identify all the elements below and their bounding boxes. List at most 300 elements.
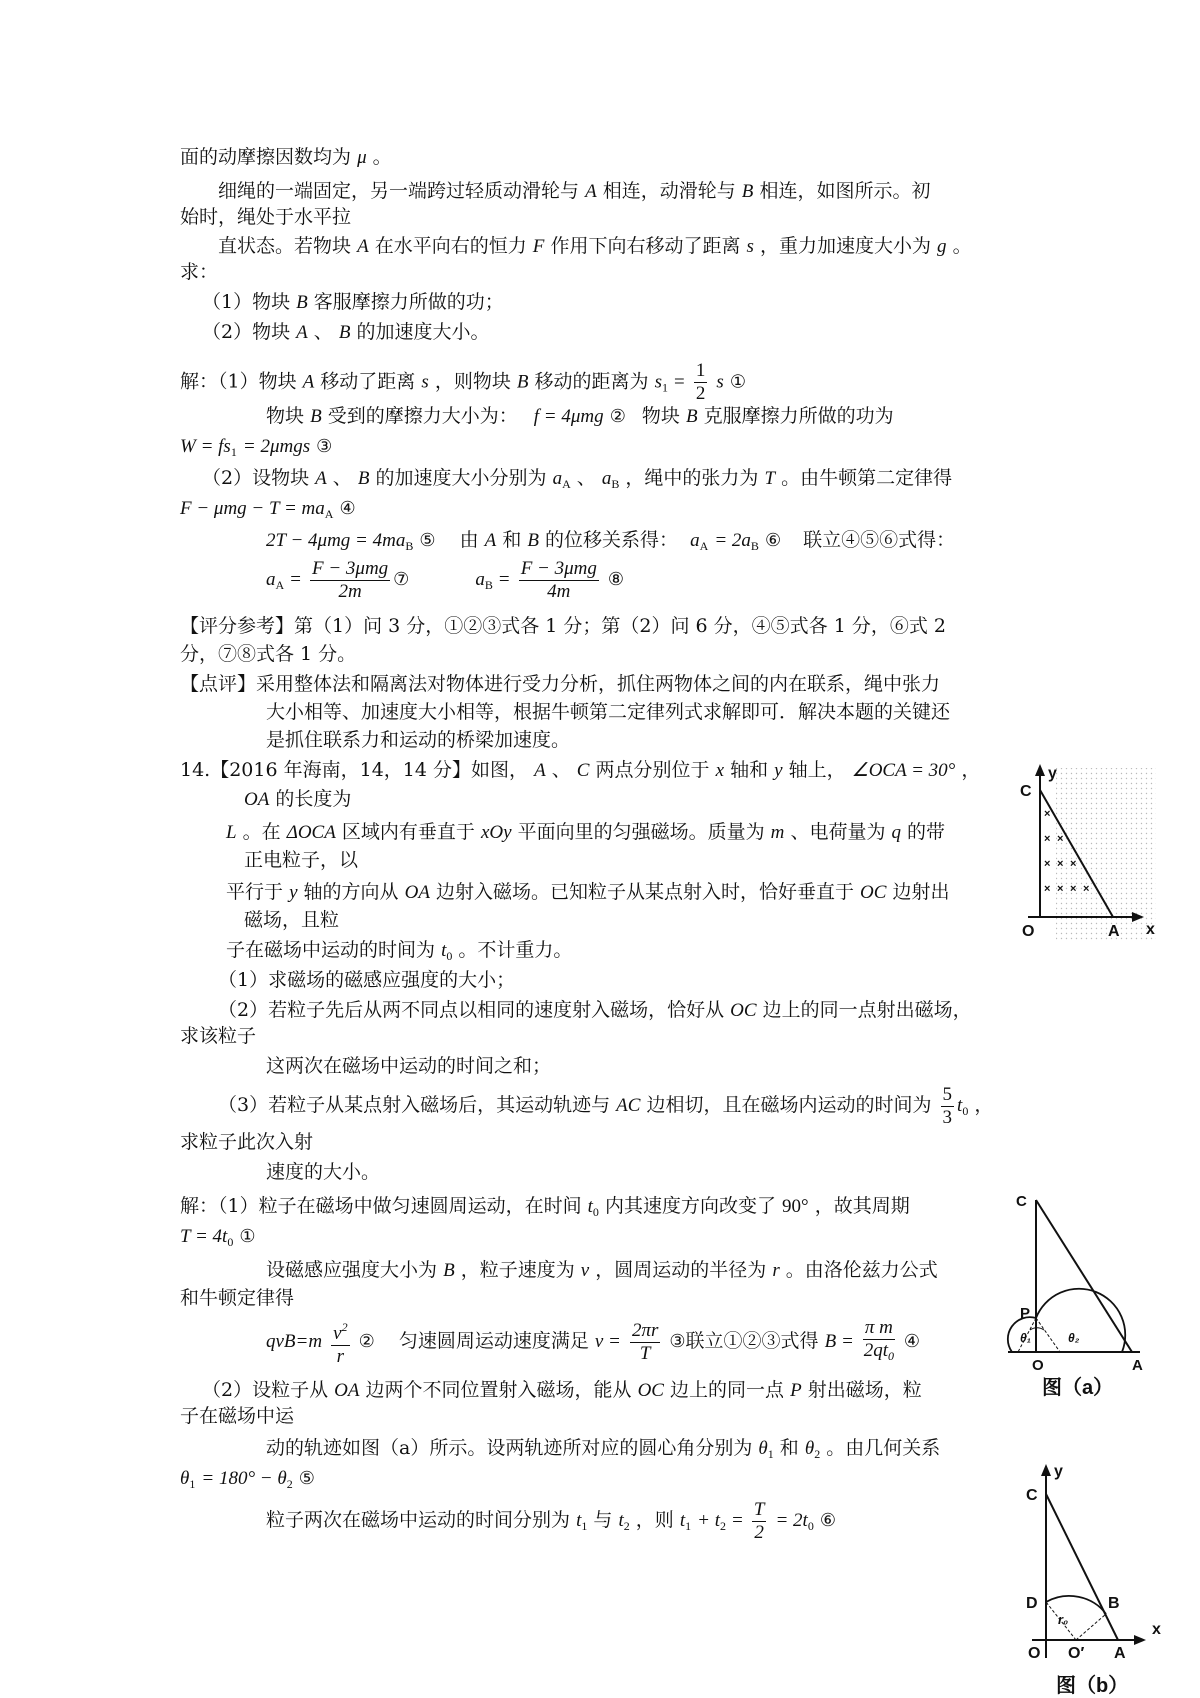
- solution-line: [180, 1222, 256, 1256]
- text: （1）求磁场的磁感应强度的大小；: [218, 969, 516, 991]
- subscript: 2: [720, 1519, 727, 1533]
- math-var: r: [772, 1260, 780, 1281]
- field-mark: ×: [1070, 883, 1077, 895]
- subscript: 0: [446, 949, 453, 963]
- text: 求该粒子: [180, 1025, 257, 1047]
- math-var: L: [226, 822, 237, 843]
- problem-figure: [1010, 762, 1160, 948]
- equation: ∠OCA = 30°: [851, 760, 956, 781]
- math-op: =: [732, 1510, 743, 1531]
- math-var: B: [516, 371, 529, 393]
- text: 边相切，且在磁场内运动的时间为: [646, 1094, 932, 1116]
- text: 和牛顿定律得: [180, 1287, 295, 1309]
- numerator: 1: [695, 360, 706, 381]
- math-var: t: [679, 1510, 686, 1531]
- problem-line: [244, 846, 358, 874]
- math-var: ΔOCA: [286, 822, 336, 843]
- text: 客服摩擦力所做的功；: [313, 291, 504, 313]
- subscript: 1: [581, 1519, 588, 1533]
- subscript: B: [405, 539, 414, 553]
- text: 边射出: [892, 881, 950, 903]
- text: ，重力加速度大小为: [759, 235, 931, 257]
- text: 的位移关系得：: [545, 529, 679, 551]
- text: 。由牛顿第二定律得: [781, 467, 953, 489]
- superscript: 2: [341, 1320, 348, 1334]
- text: 正电粒子，以: [244, 849, 359, 871]
- question-item: [202, 318, 490, 347]
- point-label-o: O: [1028, 1645, 1041, 1662]
- numerator: F − 3μmg: [520, 557, 597, 579]
- text: ，: [974, 1094, 994, 1116]
- text: ，故其周期: [814, 1195, 910, 1217]
- question-item: [266, 1052, 551, 1080]
- subscript: 0: [227, 1235, 234, 1249]
- text: 解：（1）粒子在磁场中做匀速圆周运动，在时间: [180, 1195, 582, 1217]
- text: 轴和: [730, 759, 769, 781]
- subscript: A: [699, 539, 709, 553]
- axis-label-x: x: [1146, 921, 1155, 938]
- point-label-o: O: [1022, 923, 1035, 940]
- text: ，则: [635, 1509, 674, 1531]
- figure-caption: 图（a）: [1042, 1377, 1114, 1399]
- equation-number: ⑤: [419, 530, 436, 551]
- text: （3）若粒子从某点射入磁场后，其运动轨迹与: [218, 1094, 611, 1116]
- text: 磁场，且粒: [244, 909, 340, 931]
- solution-line: [266, 1434, 940, 1468]
- score-note: [180, 640, 356, 668]
- text: 物块: [641, 405, 680, 427]
- y-axis-arrow-icon: [1041, 1464, 1051, 1476]
- equation: = 180° − θ: [201, 1468, 287, 1489]
- subscript: 0: [807, 1519, 814, 1533]
- text: 分，⑦⑧式各 1 分。: [180, 643, 357, 665]
- solution-line: [180, 360, 746, 405]
- denominator-var: 2qt: [863, 1340, 888, 1361]
- point-label-d: D: [1026, 1595, 1038, 1612]
- denominator: 2m: [338, 580, 362, 602]
- solution-line: [266, 1316, 920, 1368]
- text: 边两个不同位置射入磁场，能从: [365, 1379, 632, 1401]
- solution-line: [180, 1464, 315, 1498]
- math-var: B: [296, 292, 308, 313]
- point-label-p: P: [1020, 1305, 1031, 1322]
- text: 细绳的一端固定，另一端跨过轻质动滑轮与: [218, 180, 580, 202]
- solution-line: [266, 402, 894, 431]
- figure-a: [1000, 1190, 1160, 1400]
- denominator: r: [336, 1346, 345, 1367]
- equation: F − μmg − T = ma: [180, 498, 325, 519]
- field-mark: ×: [1083, 883, 1090, 895]
- subscript: 2: [623, 1519, 630, 1533]
- subscript: 2: [814, 1447, 821, 1461]
- point-label-o-prime: O′: [1068, 1645, 1085, 1662]
- text: 和: [502, 529, 522, 551]
- comment-note: [266, 698, 950, 726]
- text: 轴上，: [788, 759, 846, 781]
- figure-b: [1010, 1462, 1170, 1698]
- text: 粒子两次在磁场中运动的时间分别为: [266, 1509, 571, 1531]
- point-label-c: C: [1016, 1193, 1027, 1210]
- equation: T = 4t: [180, 1226, 228, 1247]
- math-var: q: [891, 822, 901, 843]
- text: 速度的大小。: [266, 1161, 381, 1183]
- edge-ca: [1046, 1494, 1118, 1640]
- subscript: 1: [685, 1519, 692, 1533]
- text: 轴的方向从: [303, 881, 399, 903]
- subscript: 0: [592, 1205, 599, 1219]
- text: 解：（1）物块: [180, 370, 297, 393]
- math-var: B: [527, 530, 539, 551]
- text: ，粒子速度为: [460, 1259, 575, 1281]
- point-label-a: A: [1114, 1645, 1126, 1662]
- solution-line: [266, 555, 624, 609]
- text: 区域内有垂直于: [341, 821, 475, 843]
- text: 联立①②③式得: [685, 1330, 819, 1352]
- question-item: [180, 1128, 313, 1156]
- subscript: 1: [767, 1447, 774, 1461]
- text: 物块: [266, 405, 305, 427]
- denominator: T: [639, 1342, 651, 1364]
- paragraph-line: [180, 143, 392, 172]
- math-var: B: [357, 468, 370, 489]
- subscript: 1: [189, 1477, 196, 1491]
- text: 【评分参考】第（1）问 3 分，①②③式各 1 分；第（2）问 6 分，④⑤式各 1 分，⑥式 2: [180, 615, 946, 637]
- math-var: OA: [404, 882, 430, 903]
- field-mark: ×: [1044, 883, 1051, 895]
- comment-note: [266, 726, 570, 754]
- question-item: [218, 996, 972, 1025]
- text: 作用下向右移动了距离: [550, 235, 741, 257]
- y-axis-arrow-icon: [1035, 764, 1045, 776]
- text: 的带: [907, 821, 946, 843]
- point-label-c: C: [1026, 1487, 1038, 1504]
- point-label-a: A: [1108, 923, 1120, 940]
- text: 与: [593, 1509, 613, 1531]
- text: 匀速圆周运动速度满足: [398, 1330, 589, 1352]
- subscript: B: [484, 578, 493, 592]
- math-var: A: [357, 236, 369, 257]
- text: 。由洛伦兹力公式: [785, 1259, 938, 1281]
- denominator: 4m: [547, 580, 571, 602]
- math-op: =: [290, 569, 301, 590]
- text: 平面向里的匀强磁场。质量为: [517, 821, 765, 843]
- fraction: [863, 1317, 895, 1367]
- field-mark: ×: [1070, 858, 1077, 870]
- text: 在水平向右的恒力: [374, 235, 527, 257]
- text: 始时，绳处于水平拉: [180, 206, 352, 228]
- math-var: t: [441, 940, 447, 961]
- problem-line: [244, 906, 339, 934]
- math-op: =: [498, 569, 510, 590]
- text: 子在磁场中运: [180, 1405, 295, 1427]
- angle-label-theta2: θ₂: [1068, 1331, 1080, 1345]
- solution-line: [202, 464, 952, 498]
- math-var: T: [764, 468, 776, 489]
- question-item: [266, 1158, 380, 1186]
- text: 。: [952, 235, 972, 257]
- field-mark: ×: [1057, 833, 1064, 845]
- text: 、: [332, 467, 352, 489]
- math-var: t: [587, 1196, 593, 1217]
- math-var: A: [315, 468, 327, 489]
- subscript: B: [750, 539, 759, 553]
- problem-line: [226, 818, 945, 847]
- solution-line: [180, 1402, 294, 1430]
- math-var: A: [585, 181, 597, 202]
- math-var: B: [741, 181, 754, 202]
- text: 、电荷量为: [790, 821, 886, 843]
- question-item: [218, 966, 515, 994]
- text: ，绳中的张力为: [625, 467, 759, 489]
- text: （2）设粒子从: [202, 1379, 329, 1401]
- fraction: [331, 1316, 349, 1368]
- text: 受到的摩擦力大小为：: [327, 405, 518, 427]
- text: 移动了距离: [320, 370, 416, 393]
- math-var: OC: [860, 882, 887, 903]
- solution-line: [180, 432, 332, 466]
- text: 由: [459, 529, 479, 551]
- equation: W = fs: [180, 436, 231, 457]
- paragraph-line: [218, 232, 972, 261]
- numerator: 2πr: [631, 1319, 659, 1341]
- math-var: B: [310, 406, 322, 427]
- math-var: m: [770, 822, 785, 843]
- math-var: C: [576, 760, 590, 781]
- equation-number: ⑧: [607, 569, 625, 590]
- equation-number: ①: [239, 1226, 256, 1247]
- text: 。不计重力。: [458, 939, 573, 961]
- subscript: 1: [230, 445, 237, 459]
- math-var: t: [618, 1510, 624, 1531]
- text: （2）物块: [202, 321, 291, 343]
- text: 边上的同一点射出磁场，: [762, 999, 972, 1021]
- math-var: t: [957, 1095, 963, 1116]
- axis-label-y: y: [1048, 765, 1057, 782]
- equation: f = 4μmg: [533, 406, 604, 427]
- radius-line: [1036, 1318, 1060, 1352]
- score-note: [180, 612, 946, 640]
- comment-note: [180, 670, 940, 698]
- text: 这两次在磁场中运动的时间之和；: [266, 1055, 552, 1077]
- math-var: y: [774, 760, 783, 781]
- equation-number: ⑥: [764, 530, 782, 551]
- text: 相连，如图所示。初: [759, 180, 931, 202]
- solution-line: [180, 1192, 910, 1226]
- text: 边射入磁场。已知粒子从某点射入时，恰好垂直于: [435, 881, 854, 903]
- math-var: x: [715, 760, 725, 781]
- math-var: F: [532, 236, 545, 257]
- text: 。: [372, 146, 392, 168]
- point-label-a: A: [1132, 1357, 1143, 1374]
- math-var: A: [534, 760, 546, 781]
- text: 子在磁场中运动的时间为: [226, 939, 436, 961]
- equation-number: ②: [609, 406, 626, 427]
- text: 相连，动滑轮与: [602, 180, 736, 202]
- text: 、: [551, 759, 571, 781]
- text: 和: [779, 1437, 799, 1459]
- equation: B =: [824, 1331, 854, 1352]
- text: ，圆周运动的半径为: [595, 1259, 767, 1281]
- math-var: s: [654, 371, 662, 393]
- subscript: B: [611, 477, 620, 491]
- text: 的加速度大小分别为: [375, 467, 547, 489]
- math-var: OC: [730, 1000, 757, 1021]
- math-var: A: [484, 530, 497, 551]
- text: （1）物块: [202, 291, 291, 313]
- solution-line: [202, 1376, 922, 1405]
- radius-label: r₀: [1058, 1612, 1069, 1627]
- field-mark: ×: [1057, 883, 1064, 895]
- math-var: s: [746, 236, 754, 257]
- equation: + t: [697, 1510, 721, 1531]
- axis-label-y: y: [1054, 1463, 1063, 1480]
- fraction: [752, 1499, 767, 1544]
- text: 两点分别位于: [595, 759, 710, 781]
- subscript: A: [324, 507, 334, 521]
- field-mark: ×: [1044, 833, 1051, 845]
- math-var: s: [716, 371, 724, 393]
- text: ，则物块: [434, 370, 511, 393]
- solution-line: [180, 494, 356, 528]
- point-label-b: B: [1108, 1595, 1120, 1612]
- math-var: a: [266, 569, 276, 590]
- math-var: θ: [804, 1438, 815, 1459]
- subscript: A: [562, 477, 571, 491]
- text: 联立④⑤⑥式得：: [803, 529, 956, 551]
- figure-caption: 图（b）: [1056, 1675, 1129, 1697]
- math-var: a: [475, 569, 485, 590]
- text: 。由几何关系: [826, 1437, 941, 1459]
- radius-line: [1076, 1614, 1106, 1640]
- solution-line: [266, 1256, 938, 1285]
- denominator: [863, 1340, 895, 1367]
- math-var: t: [576, 1510, 582, 1531]
- math-var: A: [296, 322, 308, 343]
- paragraph-line: [180, 203, 351, 231]
- paragraph-line: [218, 177, 930, 206]
- text: 。在: [242, 821, 281, 843]
- equation-number: ③: [669, 1331, 686, 1352]
- equation-number: ⑤: [298, 1468, 315, 1489]
- math-var: y: [289, 882, 298, 903]
- math-var: OC: [637, 1380, 664, 1401]
- text: 大小相等、加速度大小相等，根据牛顿第二定律列式求解即可．解决本题的关键还: [266, 701, 951, 723]
- x-axis-arrow-icon: [1134, 1635, 1146, 1645]
- equation: = 2a: [714, 530, 751, 551]
- equation: = 2t: [775, 1510, 808, 1531]
- math-value: 90°: [782, 1196, 809, 1217]
- math-var: A: [302, 371, 315, 393]
- dotted-background: [1056, 768, 1156, 940]
- math-var: s: [421, 371, 429, 393]
- text: 边上的同一点: [670, 1379, 785, 1401]
- equation-number: ⑦: [393, 569, 410, 590]
- fraction: [941, 1084, 955, 1129]
- point-label-c: C: [1020, 783, 1032, 800]
- numerator: F − 3μmg: [311, 557, 389, 579]
- text: 射出磁场，粒: [807, 1379, 922, 1401]
- fraction: [519, 558, 599, 603]
- numerator: [331, 1316, 349, 1346]
- math-mu: μ: [357, 147, 367, 168]
- field-mark: ×: [1044, 808, 1051, 820]
- problem-line: [226, 878, 950, 907]
- math-var: P: [790, 1380, 802, 1401]
- equation: v =: [594, 1331, 621, 1352]
- subscript: 2: [286, 1477, 293, 1491]
- text: 求粒子此次入射: [180, 1131, 314, 1153]
- equation-number: ③: [316, 436, 333, 457]
- equation-number: ②: [358, 1331, 375, 1352]
- text: 、: [576, 467, 596, 489]
- equation-number: ①: [729, 371, 746, 393]
- denominator: 2: [754, 1521, 764, 1543]
- text: 的长度为: [275, 788, 352, 810]
- subscript: 1: [662, 380, 668, 395]
- angle-label-theta1: θ₁: [1020, 1331, 1031, 1345]
- solution-line: [180, 1284, 294, 1312]
- question-item: [202, 288, 504, 317]
- math-var: B: [443, 1260, 455, 1281]
- math-var: OA: [334, 1380, 360, 1401]
- subscript: 0: [887, 1349, 894, 1363]
- math-var: xOy: [480, 822, 512, 843]
- problem-header: [180, 756, 980, 785]
- equation-number: ④: [339, 498, 356, 519]
- denominator: 3: [942, 1106, 953, 1128]
- math-var: v: [580, 1260, 590, 1281]
- equation: 2T − 4μmg = 4ma: [266, 530, 406, 551]
- math-op: =: [674, 371, 685, 393]
- math-var: θ: [180, 1468, 190, 1489]
- point-label-o: O: [1032, 1357, 1044, 1374]
- subscript: A: [275, 578, 285, 592]
- text: 、: [313, 321, 333, 343]
- math-var: OA: [244, 789, 270, 810]
- numerator-var: v: [333, 1323, 342, 1344]
- math-var: a: [552, 468, 563, 489]
- math-var: θ: [758, 1438, 768, 1459]
- field-mark: ×: [1057, 858, 1064, 870]
- text: 设磁感应强度大小为: [266, 1259, 438, 1281]
- text: 是抓住联系力和运动的桥梁加速度。: [266, 729, 571, 751]
- equation-number: ⑥: [819, 1510, 837, 1531]
- problem-line: [226, 936, 572, 970]
- math-var: g: [937, 236, 947, 257]
- axis-label-x: x: [1152, 1621, 1161, 1638]
- solution-line: [266, 1496, 836, 1550]
- numerator: π m: [864, 1317, 893, 1338]
- text: （2）若粒子先后从两不同点以相同的速度射入磁场，恰好从: [218, 999, 725, 1021]
- text: 平行于: [226, 881, 284, 903]
- text: 【点评】采用整体法和隔离法对物体进行受力分析，抓住两物体之间的内在联系，绳中张力: [180, 673, 941, 695]
- edge-ca: [1036, 1200, 1132, 1352]
- math-var: a: [690, 530, 700, 551]
- math-var: a: [601, 468, 612, 489]
- denominator: 2: [695, 383, 706, 404]
- math-var: B: [685, 406, 698, 427]
- fraction: [310, 558, 390, 603]
- equation: = 2μmgs: [242, 436, 311, 457]
- text: 移动的距离为: [534, 370, 649, 393]
- text: 内其速度方向改变了: [604, 1195, 776, 1217]
- problem-line: [244, 785, 351, 814]
- numerator: 5: [942, 1083, 953, 1105]
- text: 面的动摩擦因数均为: [180, 146, 352, 168]
- question-item: [218, 1082, 993, 1134]
- equation: qvB=m: [266, 1331, 323, 1352]
- subscript: 0: [962, 1104, 969, 1118]
